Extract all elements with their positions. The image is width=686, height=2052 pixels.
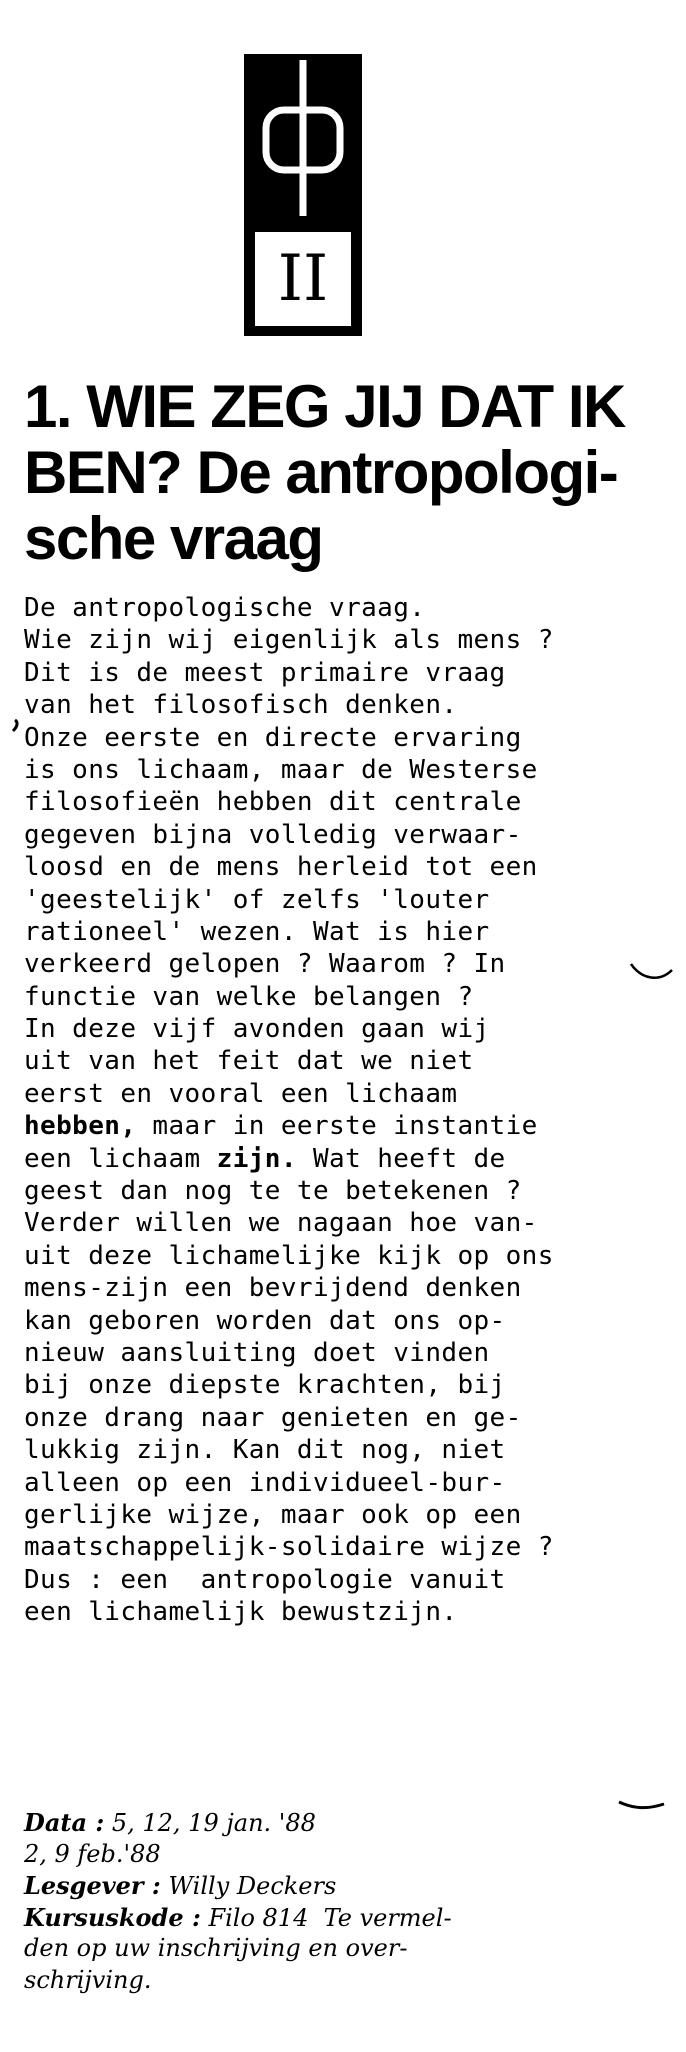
body-line-rest: Wat heeft de xyxy=(296,1143,506,1174)
body-line: verkeerd gelopen ? Waarom ? In xyxy=(24,949,506,980)
body-line: een lichamelijk bewustzijn. xyxy=(24,1597,458,1628)
body-text xyxy=(24,592,674,1629)
body-line: Onze eerste en directe ervaring xyxy=(24,722,522,753)
body-line: gegeven bijna volledig verwaar- xyxy=(24,819,522,850)
course-logo xyxy=(244,54,362,336)
body-line-zijn xyxy=(24,1143,674,1175)
body-line: Wie zijn wij eigenlijk als mens ? xyxy=(24,625,554,656)
body-line: is ons lichaam, maar de Westerse xyxy=(24,754,538,785)
body-line: rationeel' wezen. Wat is hier xyxy=(24,916,490,947)
body-line: mens-zijn een bevrijdend denken xyxy=(24,1273,522,1304)
roman-numeral: II xyxy=(255,232,351,326)
body-line: Dit is de meest primaire vraag xyxy=(24,657,506,688)
body-line: gerlijke wijze, maar ook op een xyxy=(24,1499,522,1530)
body-line: lukkig zijn. Kan dit nog, niet xyxy=(24,1435,506,1466)
body-line: nieuw aansluiting doet vinden xyxy=(24,1337,490,1368)
body-line: geest dan nog te te betekenen ? xyxy=(24,1176,522,1207)
lesgever-label: Lesgever : xyxy=(24,1871,161,1900)
body-line: bij onze diepste krachten, bij xyxy=(24,1370,506,1401)
body-line-rest: maar in eerste instantie xyxy=(136,1111,538,1142)
page-title xyxy=(24,374,674,572)
body-line: kan geboren worden dat ons op- xyxy=(24,1305,506,1336)
body-line-hebben xyxy=(24,1110,674,1142)
kursuskode-value: Filo 814 Te vermel- xyxy=(200,1903,452,1932)
emphasis-zijn: zijn. xyxy=(216,1143,297,1174)
scan-mark-comma-icon xyxy=(10,718,20,734)
course-info xyxy=(24,1807,674,1996)
info-note: schrijving. xyxy=(24,1965,152,1994)
title-line: 1. WIE ZEG JIJ DAT IK xyxy=(24,373,625,440)
phi-symbol-icon xyxy=(244,54,362,222)
info-data-continued: 2, 9 feb.'88 xyxy=(24,1839,161,1868)
body-line: eerst en vooral een lichaam xyxy=(24,1078,458,1109)
body-line: Verder willen we nagaan hoe van- xyxy=(24,1208,538,1239)
data-value: 5, 12, 19 jan. '88 xyxy=(104,1809,316,1837)
body-line: De antropologische vraag. xyxy=(24,593,426,623)
body-line: In deze vijf avonden gaan wij xyxy=(24,1014,490,1045)
info-kursuskode xyxy=(24,1902,674,1934)
kursuskode-label: Kursuskode : xyxy=(24,1902,201,1932)
scan-mark-curve-icon xyxy=(628,958,676,986)
body-line: loosd en de mens herleid tot een xyxy=(24,852,538,883)
title-line: BEN? De antropologi- xyxy=(24,439,618,506)
body-line: filosofieën hebben dit centrale xyxy=(24,787,522,818)
body-line: alleen op een individueel-bur- xyxy=(24,1467,506,1498)
body-line: van het filosofisch denken. xyxy=(24,690,458,721)
scan-mark-curve-icon xyxy=(616,1796,668,1816)
info-note: den op uw inschrijving en over- xyxy=(24,1934,408,1962)
info-lesgever xyxy=(24,1870,674,1902)
info-data xyxy=(24,1807,674,1839)
body-line: uit deze lichamelijke kijk op ons xyxy=(24,1240,554,1271)
body-line: 'geestelijk' of zelfs 'louter xyxy=(24,884,490,915)
data-label: Data : xyxy=(24,1808,105,1837)
body-line: onze drang naar genieten en ge- xyxy=(24,1402,522,1433)
body-line: maatschappelijk-solidaire wijze ? xyxy=(24,1532,554,1563)
lesgever-value: Willy Deckers xyxy=(160,1872,337,1900)
title-line: sche vraag xyxy=(24,505,323,572)
body-line: Dus : een antropologie vanuit xyxy=(24,1564,506,1595)
body-line: uit van het feit dat we niet xyxy=(24,1046,474,1077)
body-line-pre: een lichaam xyxy=(24,1143,217,1174)
body-line: functie van welke belangen ? xyxy=(24,981,474,1012)
emphasis-hebben: hebben, xyxy=(24,1111,137,1142)
